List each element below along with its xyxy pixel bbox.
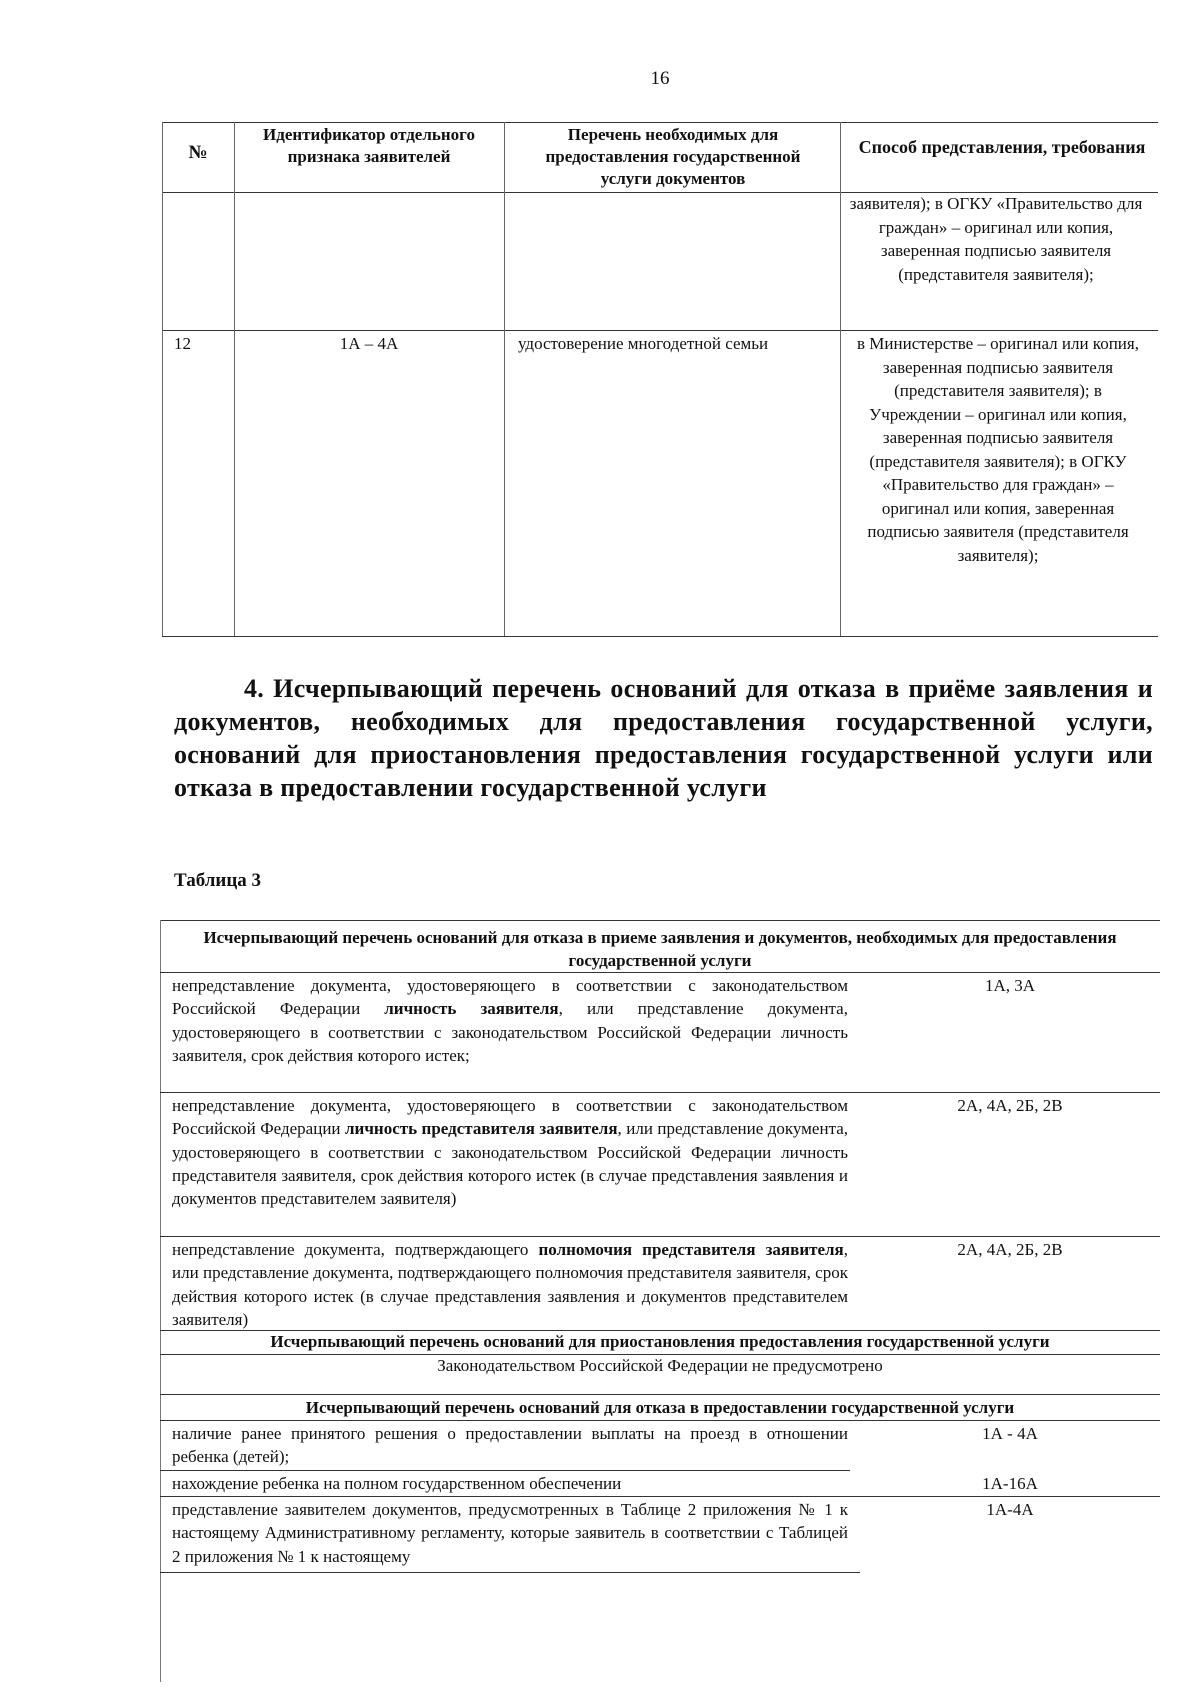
text-fragment: , или представление документа, удостоверяющего в соответствии с законодательством Российской Федерации личность заявителя, срок действия которого истек; [172, 999, 848, 1065]
refusal-service-reason-3: представление заявителем документов, предусмотренных в Таблице 2 приложения № 1 к настоящему Административному регламенту, которые заявитель в соответствии с Таблицей 2 приложения № 1 к настоящему [172, 1500, 848, 1566]
refusal-reason-1 [172, 974, 848, 1067]
refusal-reason-1-codes: 1А, 3А [984, 976, 1036, 995]
table-rule [160, 972, 1160, 973]
refusal-acceptance-header: Исчерпывающий перечень оснований для отказа в приеме заявления и документов, необходимых для предоставления государственной услуги [203, 928, 1117, 970]
header-method: Способ представления, требования [858, 137, 1146, 157]
method-continuation: заявителя); в ОГКУ «Правительство для граждан» – оригинал или копия, заверенная подписью заявителя (представителя заявителя); [849, 194, 1143, 284]
text-fragment: , или представление документа, удостоверяющего в соответствии с законодательством Российской Федерации личность представителя заявителя, срок действия которого истек (в случае представления заявления и документов представителем заявителя) [172, 1119, 849, 1209]
refusal-reason-2-codes: 2А, 4А, 2Б, 2В [957, 1096, 1063, 1115]
bold-fragment: личность заявителя [384, 999, 559, 1019]
table-rule [160, 1572, 860, 1573]
table-rule [162, 122, 163, 636]
table-rule [160, 1236, 1160, 1237]
refusal-service-reason-3-codes: 1А-4А [986, 1500, 1034, 1519]
header-documents: Перечень необходимых для предоставления государственной услуги документов [545, 125, 801, 188]
row-method: в Министерстве – оригинал или копия, заверенная подписью заявителя (представителя заявителя); в Учреждении – оригинал или копия, заверенная подписью заявителя (представителя заявителя); в ОГКУ «Правительство для граждан» – оригинал или копия, заверенная подписью заявителя (представителя заявителя); [857, 334, 1139, 565]
suspension-text: Законодательством Российской Федерации не предусмотрено [437, 1356, 883, 1375]
row-identifier: 1А – 4А [339, 334, 399, 353]
table-rule [504, 122, 505, 636]
refusal-service-header: Исчерпывающий перечень оснований для отказа в предоставлении государственной услуги [305, 1398, 1015, 1417]
refusal-reason-3 [172, 1238, 848, 1331]
documents-table [162, 122, 1158, 636]
refusal-service-reason-1: наличие ранее принятого решения о предоставлении выплаты на проезд в отношении ребенка (детей); [172, 1424, 848, 1467]
bold-fragment: личность представителя заявителя [345, 1119, 618, 1139]
section-heading [174, 672, 1153, 804]
bold-fragment: полномочия представителя заявителя [538, 1240, 844, 1259]
text-fragment: непредставление документа, удостоверяющего в соответствии с законодательством Российской Федерации [172, 976, 848, 1019]
suspension-header: Исчерпывающий перечень оснований для приостановления предоставления государственной услуги [270, 1332, 1050, 1351]
refusal-reason-2 [172, 1094, 848, 1210]
text-fragment: , или представление документа, подтверждающего полномочия представителя заявителя, срок действия которого истек (в случае представления заявления и документов представителем заявителя) [172, 1240, 848, 1329]
refusal-service-reason-2-codes: 1А-16А [982, 1474, 1038, 1493]
row-document: удостоверение многодетной семьи [518, 334, 769, 353]
table-rule [162, 636, 1158, 637]
page-number: 16 [650, 68, 670, 89]
table-rule [160, 1394, 1160, 1395]
text-fragment: непредставление документа, подтверждающего [172, 1240, 539, 1259]
table-rule [160, 1420, 1160, 1421]
table-rule [840, 122, 841, 636]
section-number: 4. [244, 674, 265, 703]
table-rule [160, 1470, 850, 1471]
table-rule [234, 122, 235, 636]
grounds-table [160, 920, 1160, 1682]
header-identifier: Идентификатор отдельного признака заявителей [263, 125, 475, 166]
table-rule [160, 920, 161, 1682]
table-rule [160, 1354, 1160, 1355]
header-num: № [188, 142, 208, 163]
section-title: Исчерпывающий перечень оснований для отказа в приёме заявления и документов, необходимых для предоставления государственной услуги, оснований для приостановления предоставления государственной услуги или отказа в предоставлении государственной услуги [174, 674, 1153, 802]
table-rule [162, 122, 1158, 123]
table-rule [160, 1092, 1160, 1093]
refusal-reason-3-codes: 2А, 4А, 2Б, 2В [957, 1240, 1063, 1259]
table-rule [160, 920, 1160, 921]
refusal-service-reason-2: нахождение ребенка на полном государственном обеспечении [172, 1474, 622, 1493]
row-number: 12 [174, 334, 191, 353]
table-rule [160, 1496, 1160, 1497]
text-fragment: непредставление документа, удостоверяющего в соответствии с законодательством Российской Федерации [172, 1096, 848, 1139]
table-caption: Таблица 3 [174, 870, 262, 891]
table-rule [162, 330, 1158, 331]
refusal-service-reason-1-codes: 1А - 4А [982, 1424, 1038, 1443]
